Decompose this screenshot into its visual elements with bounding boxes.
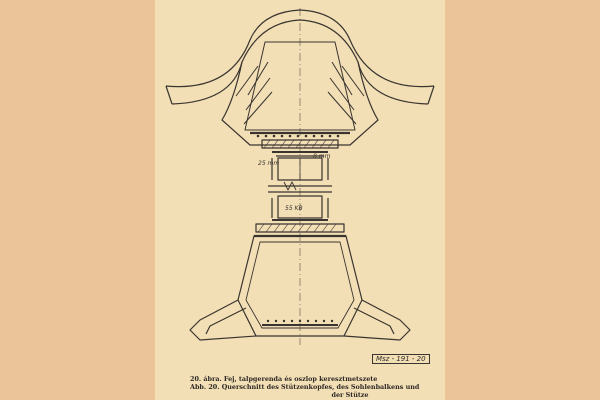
head-wing-left: [166, 86, 172, 104]
drawing-number-stamp: Msz - 191 - 20: [372, 354, 430, 364]
caption-german-line1: Abb. 20. Querschnitt des Stützenkopfes, des Sohlenbalkens und: [190, 383, 420, 391]
dim-label-right: 8 mm: [313, 153, 331, 160]
caption-hungarian: 20. ábra. Fej, talpgerenda és oszlop keresztmetszete: [190, 375, 378, 383]
rebar-hatch-left: [236, 62, 272, 124]
head-wing-right: [428, 86, 434, 104]
dim-label-left: 25 mm: [258, 160, 280, 167]
dim-label-lower: 55 KB: [285, 205, 303, 212]
rebar-dots-top: [257, 135, 340, 138]
figure-caption: [190, 375, 430, 399]
caption-german-line2: der Stütze: [331, 391, 369, 399]
rebar-hatch-right: [328, 62, 364, 124]
rebar-dots-bottom: [267, 320, 333, 322]
